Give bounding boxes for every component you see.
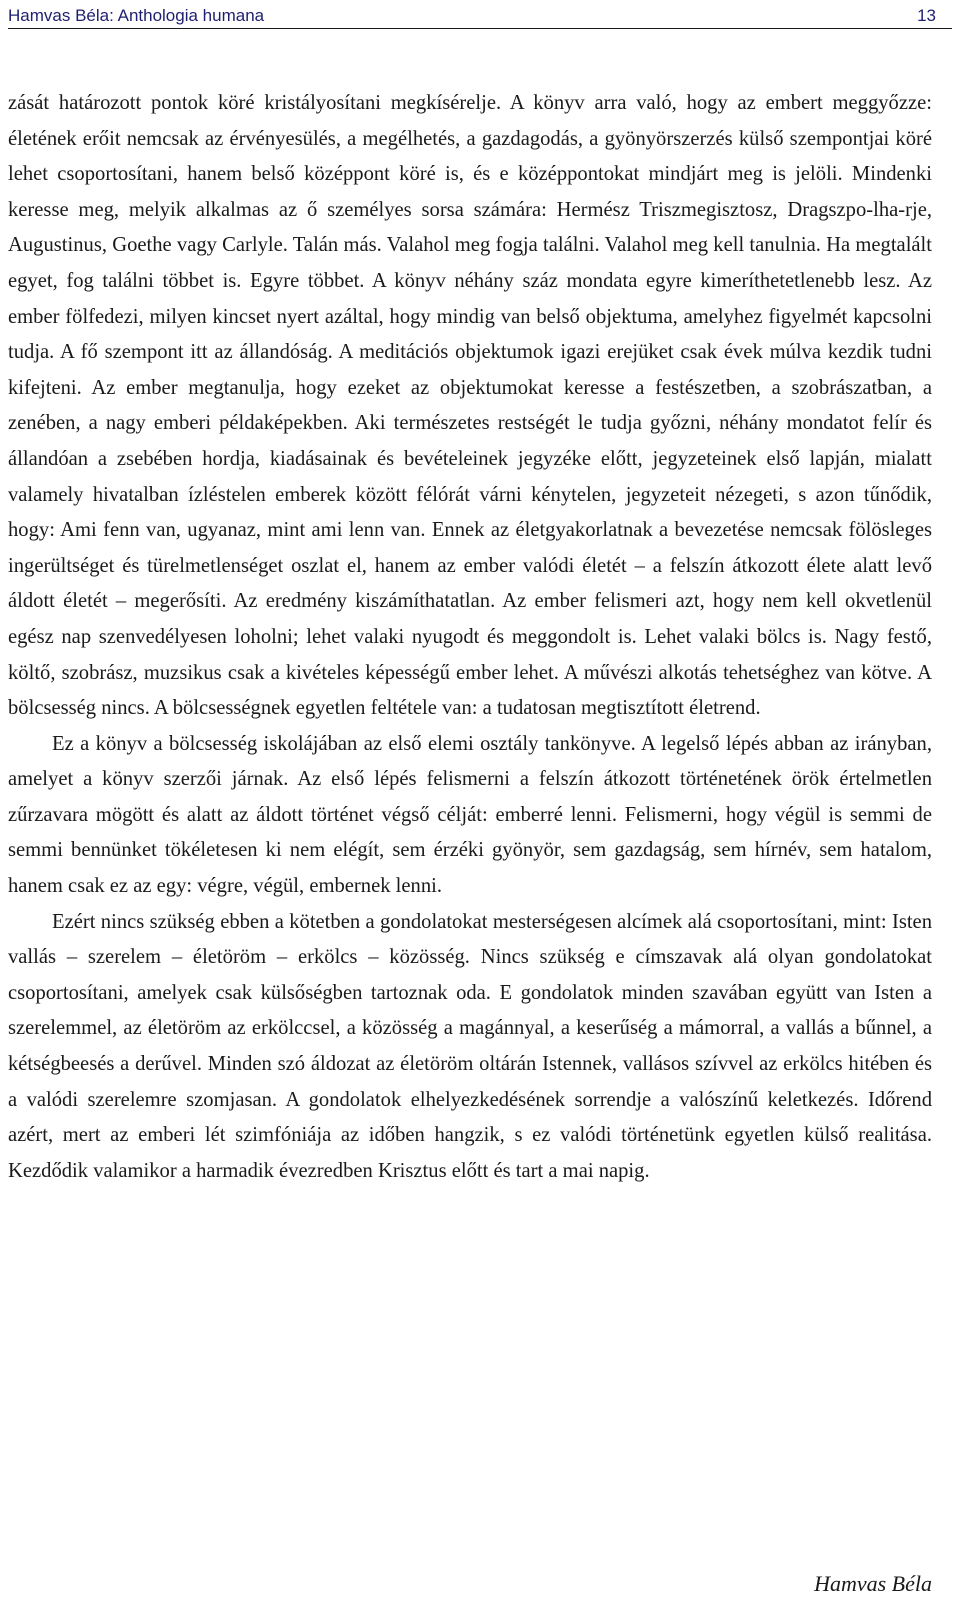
page-number: 13: [917, 6, 936, 25]
author-signature: Hamvas Béla: [814, 1571, 932, 1596]
header-title: Hamvas Béla: Anthologia humana: [8, 6, 265, 25]
paragraph-2: Ez a könyv a bölcsesség iskolájában az első elemi osztály tankönyve. A legelső lépés abban az irányban, amelyet a könyv szerzői járnak. Az első lépés felismerni a felszín átkozott történetének örök értelmetlen zűrzavara mögött és alatt az áldott történet végső célját: emberré lenni. Felismerni, hogy végül is semmi de semmi bennünket tökéletesen ki nem elégít, sem érzéki gyönyör, sem gazdagság, sem hírnév, sem hatalom, hanem csak ez az egy: végre, végül, embernek lenni.: [8, 732, 932, 898]
running-header: [8, 4, 952, 29]
page-body: [8, 86, 932, 1189]
paragraph-3: Ezért nincs szükség ebben a kötetben a gondolatokat mesterségesen alcímek alá csoportosítani, mint: Isten vallás – szerelem – életöröm – erkölcs – közösség. Nincs szükség e címszavak alá olyan gondolatokat csoportosítani, amelyek csak külsőségben tartoznak oda. E gondolatok minden szavában együtt van Isten a szerelemmel, az életöröm az erkölccsel, a közösség a magánnyal, a keserűség a mámorral, a vallás a bűnnel, a kétségbeesés a derűvel. Minden szó áldozat az életöröm oltárán Istennek, vallásos szívvel az erkölcs hitében és a valódi szerelemre szomjasan. A gondolatok elhelyezkedésének sorrendje a valószínű keletkezés. Időrend azért, mert az emberi lét szimfóniája az időben hangzik, s ez valódi történetünk egyetlen külső realitása. Kezdődik valamikor a harmadik évezredben Krisztus előtt és tart a mai napig.: [8, 910, 932, 1182]
paragraph-1: zását határozott pontok köré kristályosítani megkísérelje. A könyv arra való, hogy az embert meggyőzze: életének erőit nemcsak az érvényesülés, a megélhetés, a gazdagodás, a gyönyörszerzés külső szempontjai köré lehet csoportosítani, hanem belső középpont köré is, és e középpontokat mindjárt meg is jelöli. Mindenki keresse meg, melyik alkalmas az ő személyes sorsa számára: Hermész Triszmegisztosz, Dragszpo-lha-rje, Augustinus, Goethe vagy Carlyle. Talán más. Valahol meg fogja találni. Valahol meg kell tanulnia. Ha megtalált egyet, fog találni többet is. Egyre többet. A könyv néhány száz mondata egyre kimeríthetetlenebb lesz. Az ember fölfedezi, milyen kincset nyert azáltal, hogy mindig van belső objektuma, amelyhez figyelmét kapcsolni tudja. A fő szempont itt az állandóság. A meditációs objektumok igazi erejüket csak évek múlva kezdik tudni kifejteni. Az ember megtanulja, hogy ezeket az objektumokat keresse a festészetben, a szobrászatban, a zenében, a nagy emberi példaképekben. Aki természetes restségét le tudja győzni, néhány mondatot felír és állandóan a zsebében hordja, kiadásainak és bevételeinek jegyzéke előtt, jegyzeteinek első lapján, mialatt valamely hivatalban ízléstelen emberek között félórát várni kénytelen, jegyzeteit nézegeti, s azon tűnődik, hogy: Ami fenn van, ugyanaz, mint ami lenn van. Ennek az életgyakorlatnak a bevezetése nemcsak fölösleges ingerültséget és türelmetlenséget oszlat el, hanem az ember valódi életét – a felszín átkozott élete alatt levő áldott életét – megerősíti. Az eredmény kiszámíthatatlan. Az ember felismeri azt, hogy nem kell okvetlenül egész nap szenvedélyesen loholni; lehet valaki nyugodt és meggondolt is. Lehet valaki bölcs is. Nagy festő, költő, szobrász, muzsikus csak a kivételes képességű ember lehet. A művészi alkotás tehetséghez van kötve. A bölcsesség nincs. A bölcsességnek egyetlen feltétele van: a tudatosan megtisztított életrend.: [8, 92, 932, 720]
